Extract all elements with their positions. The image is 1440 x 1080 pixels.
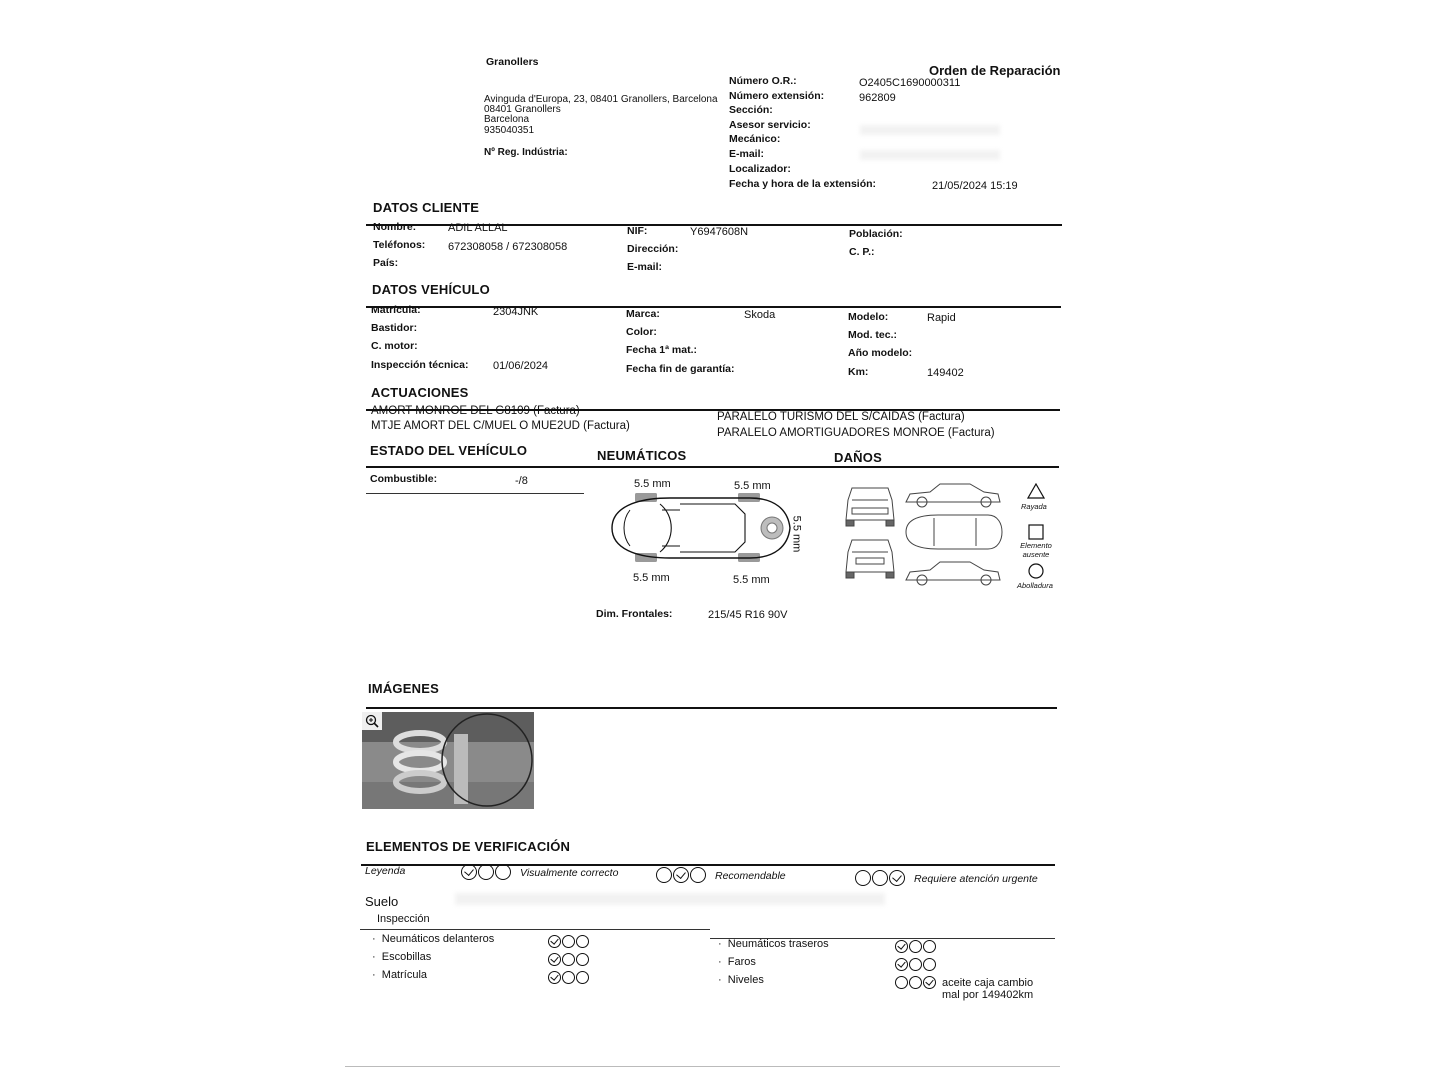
legend-ok-icons	[461, 863, 512, 881]
car-top-view	[906, 515, 1002, 549]
actuacion-item: AMORT MONROE DEL G8109 (Factura)	[371, 405, 580, 417]
inspeccion-value: 01/06/2024	[493, 360, 549, 372]
legend-urgent-icons	[855, 869, 906, 887]
circle-icon	[909, 976, 922, 989]
address-line: 08401 Granollers	[484, 104, 561, 115]
modtec-label: Mod. tec.:	[848, 329, 897, 341]
email-label: E-mail:	[627, 261, 663, 273]
actuacion-item: PARALELO TURISMO DEL S/CAIDAS (Factura)	[717, 411, 965, 423]
redacted-area	[860, 125, 1000, 135]
cmotor-label: C. motor:	[371, 340, 418, 352]
car-front-view	[846, 488, 894, 526]
section-title-danos: DAÑOS	[834, 450, 882, 465]
field-label: Asesor servicio:	[729, 119, 811, 131]
check-circle-icon	[923, 976, 936, 989]
circle-icon	[855, 870, 871, 886]
circle-icon	[690, 867, 706, 883]
poblacion-label: Población:	[849, 228, 903, 240]
status-icons-ok	[548, 933, 590, 951]
check-circle-icon	[548, 953, 561, 966]
section-title-actuaciones: ACTUACIONES	[371, 385, 469, 400]
marca-label: Marca:	[626, 308, 660, 320]
tire-diagram	[600, 490, 805, 570]
redacted-area	[455, 893, 885, 905]
circle-icon	[909, 958, 922, 971]
section-rule	[366, 306, 1061, 308]
verif-item-right: · Niveles	[718, 974, 764, 986]
circle-icon	[895, 976, 908, 989]
circle-icon	[495, 864, 511, 880]
note-line: mal por 149402km	[942, 989, 1034, 1001]
legend-recommend-icons	[656, 866, 707, 884]
note-line: aceite caja cambio	[942, 977, 1034, 989]
legend-recommend-text: Recomendable	[715, 870, 786, 882]
field-value: 962809	[859, 92, 896, 104]
car-side-view-top	[906, 484, 1000, 507]
damage-diagram	[838, 480, 1008, 590]
nif-value: Y6947608N	[690, 226, 749, 238]
check-circle-icon	[889, 870, 905, 886]
field-label: Número O.R.:	[729, 75, 797, 87]
check-circle-icon	[895, 958, 908, 971]
field-label: E-mail:	[729, 148, 765, 160]
verif-item-right: · Faros	[718, 956, 756, 968]
reg-label: Nº Reg. Indústria:	[484, 147, 568, 158]
address-line: Barcelona	[484, 114, 530, 125]
cp-label: C. P.:	[849, 246, 875, 258]
section-title-estado: ESTADO DEL VEHÍCULO	[370, 443, 528, 458]
zoom-icon[interactable]	[363, 714, 381, 730]
circle-icon	[562, 971, 575, 984]
status-icons-ok	[895, 938, 937, 956]
dent-icon	[1028, 563, 1044, 579]
check-circle-icon	[895, 940, 908, 953]
tire-fr-depth: 5.5 mm	[734, 480, 771, 492]
leyenda-label: Leyenda	[365, 865, 406, 877]
circle-icon	[923, 958, 936, 971]
tire-rl-depth: 5.5 mm	[633, 572, 670, 584]
matricula-value: 2304JNK	[493, 306, 539, 318]
combustible-value: -/8	[515, 475, 528, 487]
subgroup-rule	[360, 929, 710, 930]
spare-tire-depth: 5.5 mm	[790, 515, 803, 553]
circle-icon	[872, 870, 888, 886]
check-circle-icon	[461, 864, 477, 880]
field-label: Número extensión:	[729, 90, 825, 102]
actuacion-item: PARALELO AMORTIGUADORES MONROE (Factura)	[717, 427, 995, 439]
verif-item-left: · Matrícula	[372, 969, 428, 981]
garantia-label: Fecha fin de garantía:	[626, 363, 735, 375]
circle-icon	[562, 953, 575, 966]
section-rule	[366, 707, 1057, 709]
subgroup-title: Inspección	[377, 913, 430, 925]
anio-label: Año modelo:	[848, 347, 913, 359]
marca-value: Skoda	[744, 309, 776, 321]
nombre-label: Nombre:	[373, 221, 417, 233]
circle-icon	[576, 935, 589, 948]
tire-rr-depth: 5.5 mm	[733, 574, 770, 586]
section-title-imagenes: IMÁGENES	[368, 681, 439, 696]
verif-item-left: · Neumáticos delanteros	[372, 933, 495, 945]
page-bottom-rule	[345, 1066, 1060, 1067]
circle-icon	[656, 867, 672, 883]
section-title-cliente: DATOS CLIENTE	[373, 200, 480, 215]
km-label: Km:	[848, 366, 869, 378]
legend-elemento-ausente: Elemento ausente	[1020, 541, 1052, 559]
circle-icon	[576, 971, 589, 984]
inspeccion-label: Inspección técnica:	[371, 359, 469, 371]
dim-label: Dim. Frontales:	[596, 608, 673, 620]
verif-item-right: · Neumáticos traseros	[718, 938, 829, 950]
verif-item-left: · Escobillas	[372, 951, 432, 963]
scratch-icon	[1027, 483, 1045, 499]
nif-label: NIF:	[627, 225, 648, 237]
legend-abolladura: Abolladura	[1017, 581, 1053, 590]
status-icons-ok	[548, 969, 590, 987]
tire-fl	[635, 493, 657, 502]
telefonos-value: 672308058 / 672308058	[448, 241, 568, 253]
circle-icon	[923, 940, 936, 953]
field-label: Mecánico:	[729, 133, 781, 145]
modelo-value: Rapid	[927, 312, 956, 324]
circle-icon	[576, 953, 589, 966]
check-circle-icon	[548, 971, 561, 984]
circle-icon	[909, 940, 922, 953]
status-icons-urgent	[895, 974, 937, 992]
dim-value: 215/45 R16 90V	[708, 609, 788, 621]
section-rule	[366, 466, 1059, 468]
modelo-label: Modelo:	[848, 311, 889, 323]
check-circle-icon	[673, 867, 689, 883]
section-title-vehiculo: DATOS VEHÍCULO	[372, 282, 490, 297]
fecha-mat-label: Fecha 1ª mat.:	[626, 344, 697, 356]
field-value: O2405C1690000311	[859, 77, 961, 89]
legend-ok-text: Visualmente correcto	[520, 867, 619, 879]
combustible-rule	[366, 493, 584, 494]
address-line: Avinguda d'Europa, 23, 08401 Granollers, Barcelona	[484, 94, 718, 105]
combustible-label: Combustible:	[370, 473, 438, 485]
actuacion-item: MTJE AMORT DEL C/MUEL O MUE2UD (Factura)	[371, 420, 630, 432]
missing-element-icon	[1028, 524, 1044, 540]
document-title: Orden de Reparación	[929, 63, 1061, 78]
status-icons-ok	[895, 956, 937, 974]
car-rear-view	[846, 540, 894, 578]
redacted-area	[860, 150, 1000, 160]
section-title-neumaticos: NEUMÁTICOS	[597, 448, 687, 463]
legend-urgent-text: Requiere atención urgente	[914, 873, 1038, 885]
km-value: 149402	[927, 367, 964, 379]
tire-fl-depth: 5.5 mm	[634, 478, 671, 490]
color-label: Color:	[626, 326, 657, 338]
check-circle-icon	[548, 935, 561, 948]
matricula-label: Matrícula:	[371, 304, 421, 316]
inspection-photo[interactable]	[362, 712, 534, 809]
group-title: Suelo	[365, 894, 399, 909]
section-title-verificacion: ELEMENTOS DE VERIFICACIÓN	[366, 839, 571, 854]
circle-icon	[562, 935, 575, 948]
telefonos-label: Teléfonos:	[373, 239, 426, 251]
pais-label: País:	[373, 257, 399, 269]
car-side-view-bottom	[906, 562, 1000, 585]
bastidor-label: Bastidor:	[371, 322, 418, 334]
nombre-value: ADIL ALLAL	[448, 222, 508, 234]
company-name: Granollers	[486, 56, 539, 68]
field-label: Localizador:	[729, 163, 791, 175]
circle-icon	[478, 864, 494, 880]
field-label: Fecha y hora de la extensión:	[729, 178, 877, 190]
direccion-label: Dirección:	[627, 243, 679, 255]
field-value: 21/05/2024 15:19	[932, 180, 1018, 192]
status-icons-ok	[548, 951, 590, 969]
phone: 935040351	[484, 125, 535, 136]
field-label: Sección:	[729, 104, 773, 116]
legend-rayada: Rayada	[1021, 502, 1047, 511]
